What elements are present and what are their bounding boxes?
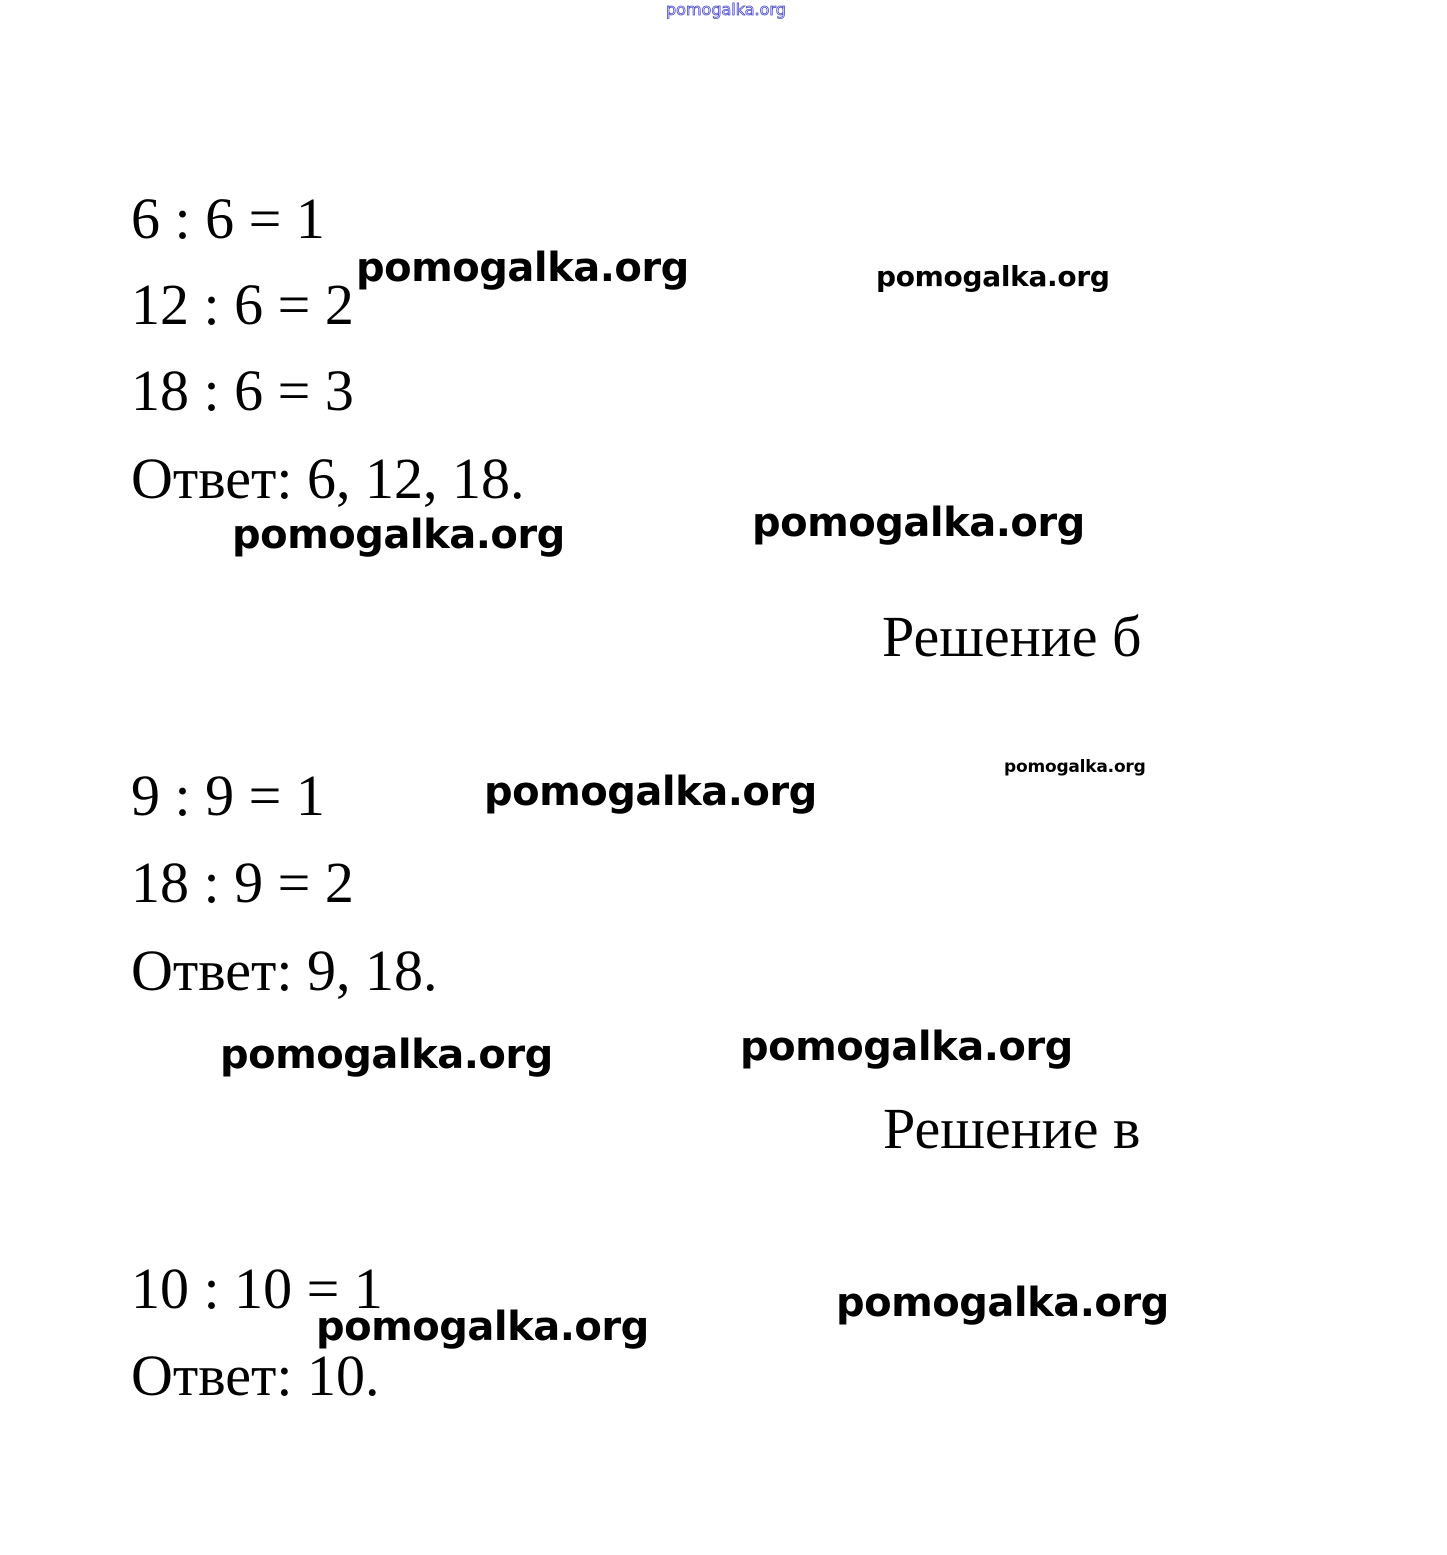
watermark-7: pomogalka.org: [220, 1032, 553, 1078]
equation-b-2: 18 : 9 = 2: [131, 850, 354, 915]
heading-solution-b: Решение б: [882, 604, 1142, 669]
header-watermark: pomogalka.org: [666, 0, 786, 19]
watermark-9: pomogalka.org: [836, 1280, 1169, 1326]
equation-b-1: 9 : 9 = 1: [131, 763, 325, 828]
watermark-10: pomogalka.org: [316, 1304, 649, 1350]
watermark-1: pomogalka.org: [356, 245, 689, 291]
equation-a-1: 6 : 6 = 1: [131, 186, 325, 251]
equation-a-3: 18 : 6 = 3: [131, 358, 354, 423]
heading-solution-c: Решение в: [883, 1096, 1141, 1161]
answer-b: Ответ: 9, 18.: [131, 938, 438, 1003]
watermark-3: pomogalka.org: [232, 512, 565, 558]
equation-a-2: 12 : 6 = 2: [131, 272, 354, 337]
watermark-4: pomogalka.org: [752, 500, 1085, 546]
watermark-2: pomogalka.org: [876, 260, 1110, 293]
watermark-5: pomogalka.org: [1004, 757, 1146, 777]
answer-c: Ответ: 10.: [131, 1343, 380, 1408]
watermark-6: pomogalka.org: [484, 769, 817, 815]
answer-a: Ответ: 6, 12, 18.: [131, 446, 525, 511]
equation-c-1: 10 : 10 = 1: [131, 1256, 383, 1321]
watermark-8: pomogalka.org: [740, 1024, 1073, 1070]
